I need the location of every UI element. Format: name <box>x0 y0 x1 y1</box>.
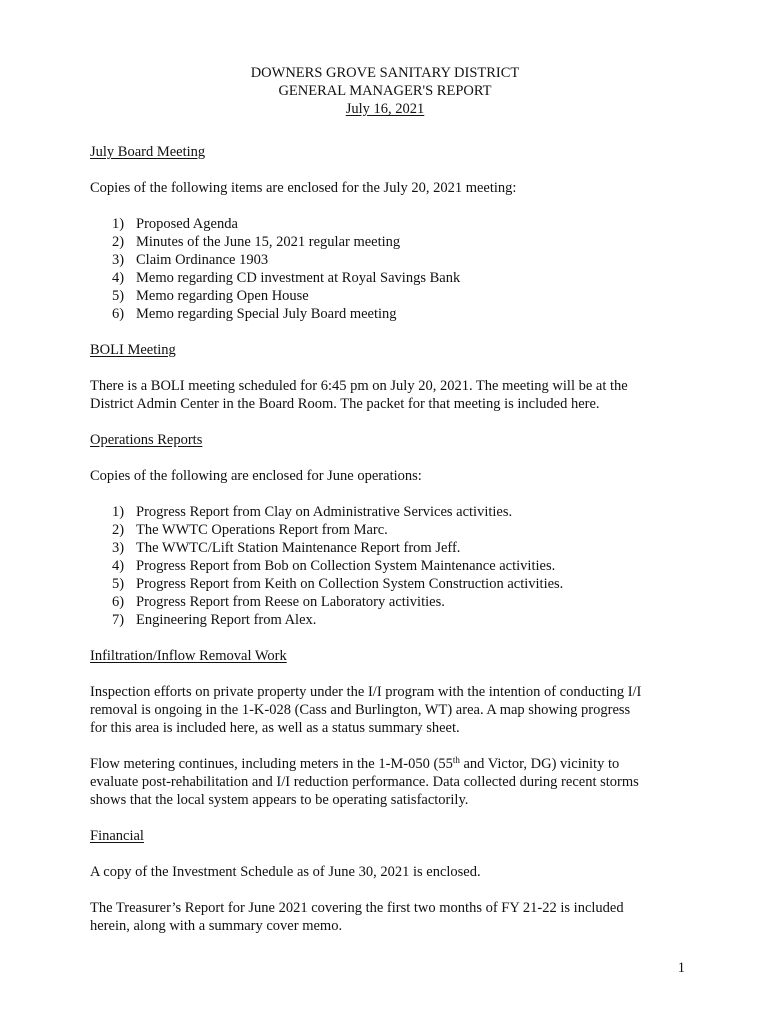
list-item: 3) Claim Ordinance 1903 <box>112 252 269 268</box>
board-intro: Copies of the following items are enclosed for the July 20, 2021 meeting: <box>90 180 517 196</box>
report-body <box>90 143 680 935</box>
operations-intro: Copies of the following are enclosed for June operations: <box>90 468 422 484</box>
section-heading-operations: Operations Reports <box>90 432 203 448</box>
list-item: 4) Progress Report from Bob on Collection System Maintenance activities. <box>112 558 556 574</box>
list-item: 6) Progress Report from Reese on Laboratory activities. <box>112 594 445 610</box>
list-item: 2) Minutes of the June 15, 2021 regular meeting <box>112 234 401 250</box>
financial-paragraph-2: The Treasurer’s Report for June 2021 covering the first two months of FY 21-22 is included herein, along with a summary cover memo. <box>90 900 624 934</box>
list-item: 1) Progress Report from Clay on Administrative Services activities. <box>112 504 513 520</box>
list-item: 2) The WWTC Operations Report from Marc. <box>112 522 388 538</box>
operations-items-list <box>90 503 680 629</box>
report-date: July 16, 2021 <box>345 101 425 117</box>
list-item: 5) Progress Report from Keith on Collection System Construction activities. <box>112 576 564 592</box>
boli-paragraph: There is a BOLI meeting scheduled for 6:45 pm on July 20, 2021. The meeting will be at the District Admin Center in the Board Room. The packet for that meeting is included here. <box>90 378 628 412</box>
list-item: 5) Memo regarding Open House <box>112 288 309 304</box>
report-header <box>0 64 770 118</box>
page-number: 1 <box>677 960 685 976</box>
board-items-list <box>90 215 680 323</box>
list-item: 3) The WWTC/Lift Station Maintenance Report from Jeff. <box>112 540 461 556</box>
ii-paragraph-1: Inspection efforts on private property under the I/I program with the intention of conducting I/I removal is ongoing in the 1-K-028 (Cass and Burlington, WT) area. A map showing progress for this area is included here, as well as a status summary sheet. <box>90 684 642 736</box>
ii-paragraph-2: Flow metering continues, including meters in the 1-M-050 (55th and Victor, DG) vicinity to evaluate post-rehabilitation and I/I reduction performance. Data collected during recent storms shows that the local system appears to be operating satisfactorily. <box>90 755 639 808</box>
section-heading-boli: BOLI Meeting <box>90 342 176 358</box>
section-heading-infiltration: Infiltration/Inflow Removal Work <box>90 648 287 664</box>
financial-paragraph-1: A copy of the Investment Schedule as of June 30, 2021 is enclosed. <box>90 864 481 880</box>
list-item: 7) Engineering Report from Alex. <box>112 612 317 628</box>
list-item: 1) Proposed Agenda <box>112 216 238 232</box>
section-heading-financial: Financial <box>90 828 144 844</box>
report-title: GENERAL MANAGER'S REPORT <box>278 83 492 99</box>
list-item: 4) Memo regarding CD investment at Royal Savings Bank <box>112 270 461 286</box>
list-item: 6) Memo regarding Special July Board meeting <box>112 306 397 322</box>
section-heading-board-meeting: July Board Meeting <box>90 144 206 160</box>
district-name: DOWNERS GROVE SANITARY DISTRICT <box>250 65 520 81</box>
